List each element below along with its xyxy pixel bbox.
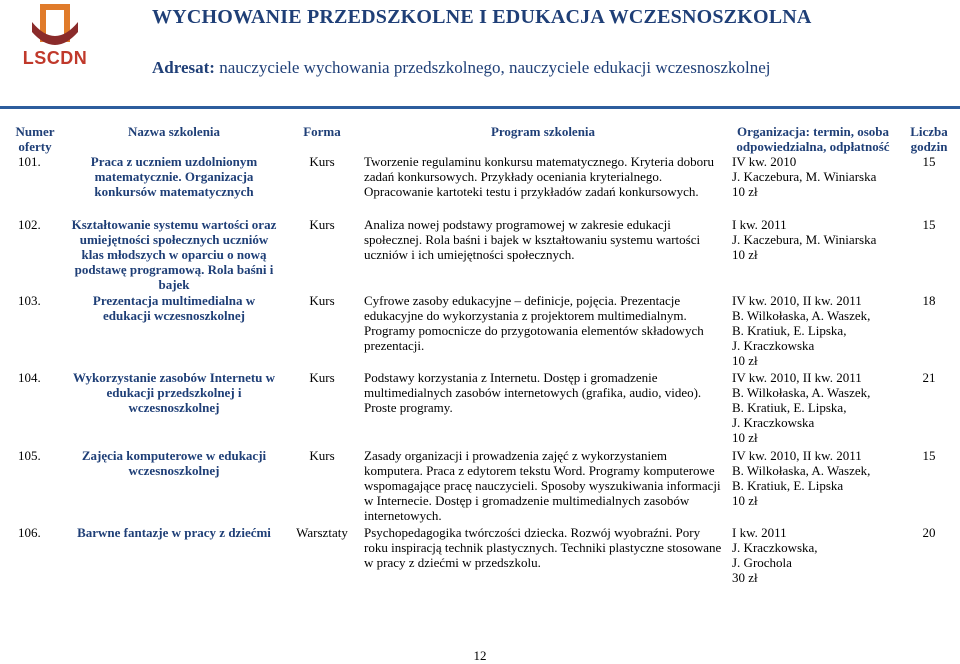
course-hours: 20 bbox=[922, 525, 936, 540]
organization-line: B. Wilkołaska, A. Waszek, bbox=[732, 463, 871, 478]
course-organization bbox=[724, 217, 902, 293]
organization-line: J. Kraczkowska bbox=[732, 415, 815, 430]
table-row bbox=[4, 370, 956, 448]
organization-line: 10 zł bbox=[732, 184, 758, 199]
course-name: Kształtowanie systemu wartości oraz umiejętności społecznych uczniów klas młodszych w oparciu o nową podstawę programową. Rola baśni i bajek bbox=[71, 217, 277, 292]
header-hours: Liczba godzin bbox=[910, 124, 948, 154]
audience-value: nauczyciele wychowania przedszkolnego, nauczyciele edukacji wczesnoszkolnej bbox=[219, 58, 771, 77]
course-name: Zajęcia komputerowe w edukacji wczesnoszkolnej bbox=[81, 448, 267, 478]
offer-number: 102. bbox=[18, 217, 41, 232]
course-name: Prezentacja multimedialna w edukacji wczesnoszkolnej bbox=[92, 293, 256, 323]
organization-line: J. Kraczkowska bbox=[732, 338, 815, 353]
course-name: Barwne fantazje w pracy z dziećmi bbox=[77, 525, 271, 540]
organization-line: IV kw. 2010, II kw. 2011 bbox=[732, 448, 862, 463]
organization-line: IV kw. 2010, II kw. 2011 bbox=[732, 370, 862, 385]
course-hours: 15 bbox=[922, 217, 936, 232]
header-number: Numer oferty bbox=[15, 124, 55, 154]
course-hours: 15 bbox=[922, 448, 936, 463]
organization-line: 10 zł bbox=[732, 353, 758, 368]
course-form: Kurs bbox=[309, 217, 335, 232]
organization-line: J. Kraczkowska, bbox=[732, 540, 818, 555]
header-name: Nazwa szkolenia bbox=[127, 124, 221, 139]
organization-line: J. Grochola bbox=[732, 555, 792, 570]
organization-line: 10 zł bbox=[732, 493, 758, 508]
course-hours: 21 bbox=[922, 370, 936, 385]
course-program: Cyfrowe zasoby edukacyjne – definicje, pojęcia. Prezentacje edukacyjne do wykorzystania z projektorem multimedialnym. Programy pomocnicze do przygotowania elementów składowych prezentacji. bbox=[364, 293, 704, 353]
organization-line: J. Kaczebura, M. Winiarska bbox=[732, 169, 877, 184]
audience-label: Adresat: bbox=[152, 58, 215, 77]
courses-table bbox=[4, 120, 956, 587]
organization-line: 30 zł bbox=[732, 570, 758, 585]
organization-line: 10 zł bbox=[732, 430, 758, 445]
course-name: Wykorzystanie zasobów Internetu w edukacji przedszkolnej i wczesnoszkolnej bbox=[72, 370, 276, 415]
page-title: WYCHOWANIE PRZEDSZKOLNE I EDUKACJA WCZESNOSZKOLNA bbox=[152, 6, 812, 28]
course-program: Analiza nowej podstawy programowej w zakresie edukacji społecznej. Rola baśni i bajek w kształtowaniu systemu wartości uczniów i ich umiejętności społecznych. bbox=[364, 217, 701, 262]
course-program: Zasady organizacji i prowadzenia zajęć z wykorzystaniem komputera. Praca z edytorem tekstu Word. Programy komputerowe wspomagające pracę nauczycieli. Sposoby wyszukiwania informacji w Internecie. Dostęp i gromadzenie multimedialnych zasobów internetowych. bbox=[364, 448, 721, 523]
course-program: Tworzenie regulaminu konkursu matematycznego. Kryteria doboru zadań konkursowych. Przykłady oceniania kryterialnego. Opracowanie kartoteki testu i przykładów zadań konkursowych. bbox=[364, 154, 714, 199]
course-organization bbox=[724, 293, 902, 370]
course-form: Warsztaty bbox=[296, 525, 348, 540]
organization-line: B. Kratiuk, E. Lipska bbox=[732, 478, 844, 493]
course-form: Kurs bbox=[309, 154, 335, 169]
course-program: Psychopedagogika twórczości dziecka. Rozwój wyobraźni. Pory roku inspiracją technik plastycznych. Techniki plastyczne stosowane w pracy z dziećmi w przedszkolu. bbox=[364, 525, 722, 570]
page-number: 12 bbox=[473, 648, 487, 663]
organization-line: IV kw. 2010 bbox=[732, 154, 797, 169]
offer-number: 104. bbox=[18, 370, 41, 385]
table-row bbox=[4, 154, 956, 217]
offer-number: 106. bbox=[18, 525, 41, 540]
organization-line: I kw. 2011 bbox=[732, 217, 787, 232]
header-program: Program szkolenia bbox=[490, 124, 596, 139]
table-row bbox=[4, 293, 956, 370]
header-organization: Organizacja: termin, osoba odpowiedzialna, odpłatność bbox=[736, 124, 890, 154]
organization-line: B. Kratiuk, E. Lipska, bbox=[732, 400, 847, 415]
organization-line: B. Kratiuk, E. Lipska, bbox=[732, 323, 847, 338]
offer-number: 103. bbox=[18, 293, 41, 308]
offer-number: 105. bbox=[18, 448, 41, 463]
logo-text: LSCDN bbox=[22, 48, 88, 68]
table-row bbox=[4, 217, 956, 293]
organization-line: J. Kaczebura, M. Winiarska bbox=[732, 232, 877, 247]
organization-line: I kw. 2011 bbox=[732, 525, 787, 540]
course-organization bbox=[724, 525, 902, 587]
course-form: Kurs bbox=[309, 293, 335, 308]
table-row bbox=[4, 525, 956, 587]
lscdn-logo bbox=[14, 2, 96, 72]
course-name: Praca z uczniem uzdolnionym matematycznie. Organizacja konkursów matematycznych bbox=[90, 154, 258, 199]
course-organization bbox=[724, 370, 902, 448]
course-program: Podstawy korzystania z Internetu. Dostęp i gromadzenie multimedialnych zasobów internetowych (grafika, audio, video). Proste programy. bbox=[364, 370, 702, 415]
organization-line: 10 zł bbox=[732, 247, 758, 262]
organization-line: B. Wilkołaska, A. Waszek, bbox=[732, 385, 871, 400]
logo-emblem-icon bbox=[22, 2, 88, 48]
organization-line: IV kw. 2010, II kw. 2011 bbox=[732, 293, 862, 308]
course-hours: 15 bbox=[922, 154, 936, 169]
header-divider bbox=[0, 106, 960, 109]
table-header-row bbox=[4, 120, 956, 154]
header-form: Forma bbox=[303, 124, 341, 139]
course-organization bbox=[724, 448, 902, 525]
organization-line: B. Wilkołaska, A. Waszek, bbox=[732, 308, 871, 323]
course-form: Kurs bbox=[309, 448, 335, 463]
offer-number: 101. bbox=[18, 154, 41, 169]
course-organization bbox=[724, 154, 902, 217]
course-hours: 18 bbox=[922, 293, 936, 308]
audience-line bbox=[152, 58, 771, 78]
course-form: Kurs bbox=[309, 370, 335, 385]
table-row bbox=[4, 448, 956, 525]
